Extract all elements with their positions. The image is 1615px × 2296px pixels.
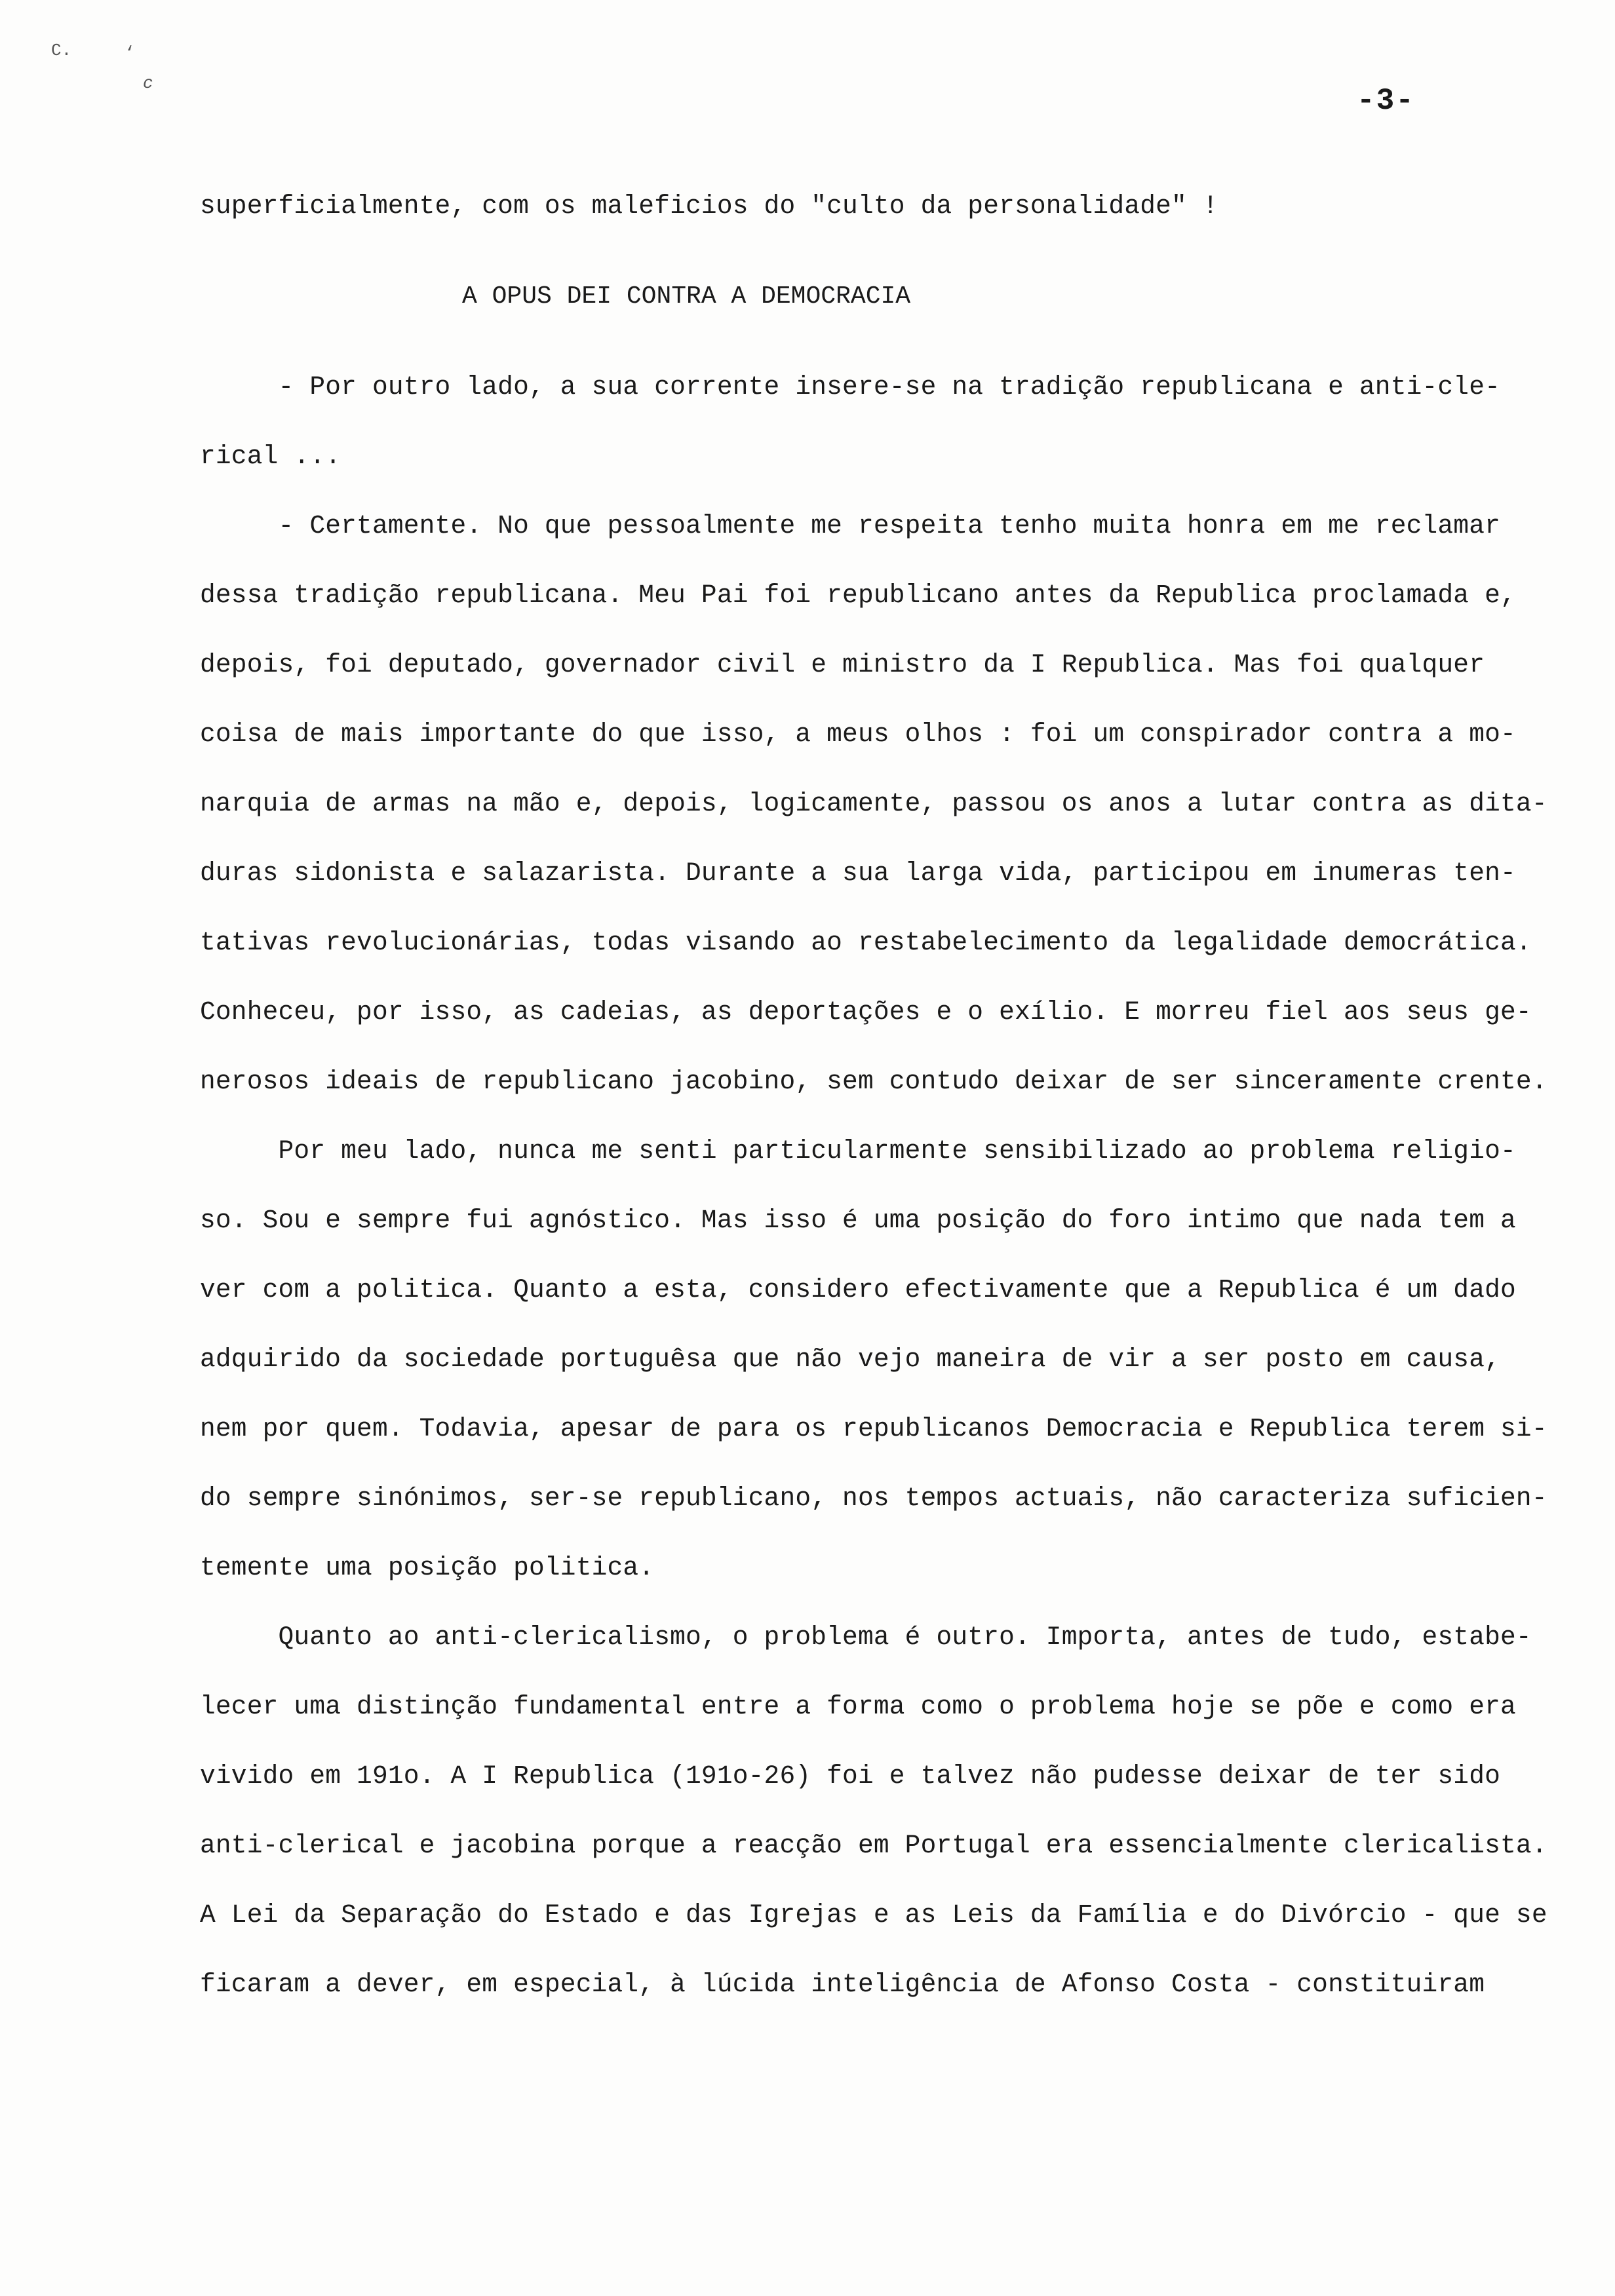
text-line: anti-clerical e jacobina porque a reacção em Portugal era essencialmente clericalista. (200, 1831, 1547, 1860)
scan-mark: ‘ (125, 43, 135, 63)
text-line: ver com a politica. Quanto a esta, considero efectivamente que a Republica é um dado (200, 1275, 1516, 1305)
text-line: Conheceu, por isso, as cadeias, as deportações e o exílio. E morreu fiel aos seus ge- (200, 997, 1532, 1027)
document-body (200, 172, 1547, 2019)
text-line: ficaram a dever, em especial, à lúcida inteligência de Afonso Costa - constituiram (200, 1970, 1485, 1999)
text-line: A Lei da Separação do Estado e das Igrejas e as Leis da Família e do Divórcio - que se (200, 1900, 1547, 1930)
text-line: nem por quem. Todavia, apesar de para os republicanos Democracia e Republica terem si- (200, 1414, 1547, 1444)
text-line: superficialmente, com os maleficios do "culto da personalidade" ! (200, 191, 1218, 221)
text-line: duras sidonista e salazarista. Durante a sua larga vida, participou em inumeras ten- (200, 858, 1516, 888)
text-line: dessa tradição republicana. Meu Pai foi republicano antes da Republica proclamada e, (200, 581, 1516, 610)
text-line: tativas revolucionárias, todas visando ao restabelecimento da legalidade democrática. (200, 928, 1532, 957)
text-line: coisa de mais importante do que isso, a meus olhos : foi um conspirador contra a mo- (200, 719, 1516, 749)
text-line: lecer uma distinção fundamental entre a forma como o problema hoje se põe e como era (200, 1692, 1516, 1721)
text-line: rical ... (200, 442, 341, 471)
text-line: adquirido da sociedade portuguêsa que não vejo maneira de vir a ser posto em causa, (200, 1345, 1501, 1374)
page-number: -3- (1357, 84, 1415, 118)
text-line: - Certamente. No que pessoalmente me respeita tenho muita honra em me reclamar (200, 511, 1501, 541)
text-line: vivido em 191o. A I Republica (191o-26) foi e talvez não pudesse deixar de ter sido (200, 1761, 1501, 1791)
text-line: nerosos ideais de republicano jacobino, sem contudo deixar de ser sinceramente crente. (200, 1067, 1547, 1096)
text-line: temente uma posição politica. (200, 1553, 655, 1582)
scan-mark: c (143, 73, 153, 93)
text-line: Por meu lado, nunca me senti particularmente sensibilizado ao problema religio- (200, 1136, 1516, 1166)
text-line: - Por outro lado, a sua corrente insere-se na tradição republicana e anti-cle- (200, 372, 1501, 402)
text-line: depois, foi deputado, governador civil e ministro da I Republica. Mas foi qualquer (200, 650, 1485, 679)
section-title: A OPUS DEI CONTRA A DEMOCRACIA (462, 282, 911, 311)
text-line: do sempre sinónimos, ser-se republicano, nos tempos actuais, não caracteriza suficien- (200, 1483, 1547, 1513)
text-line: so. Sou e sempre fui agnóstico. Mas isso é uma posição do foro intimo que nada tem a (200, 1206, 1516, 1235)
text-line: narquia de armas na mão e, depois, logicamente, passou os anos a lutar contra as dita- (200, 789, 1547, 818)
scan-mark: C. (51, 41, 72, 60)
text-line: Quanto ao anti-clericalismo, o problema é outro. Importa, antes de tudo, estabe- (200, 1622, 1532, 1652)
